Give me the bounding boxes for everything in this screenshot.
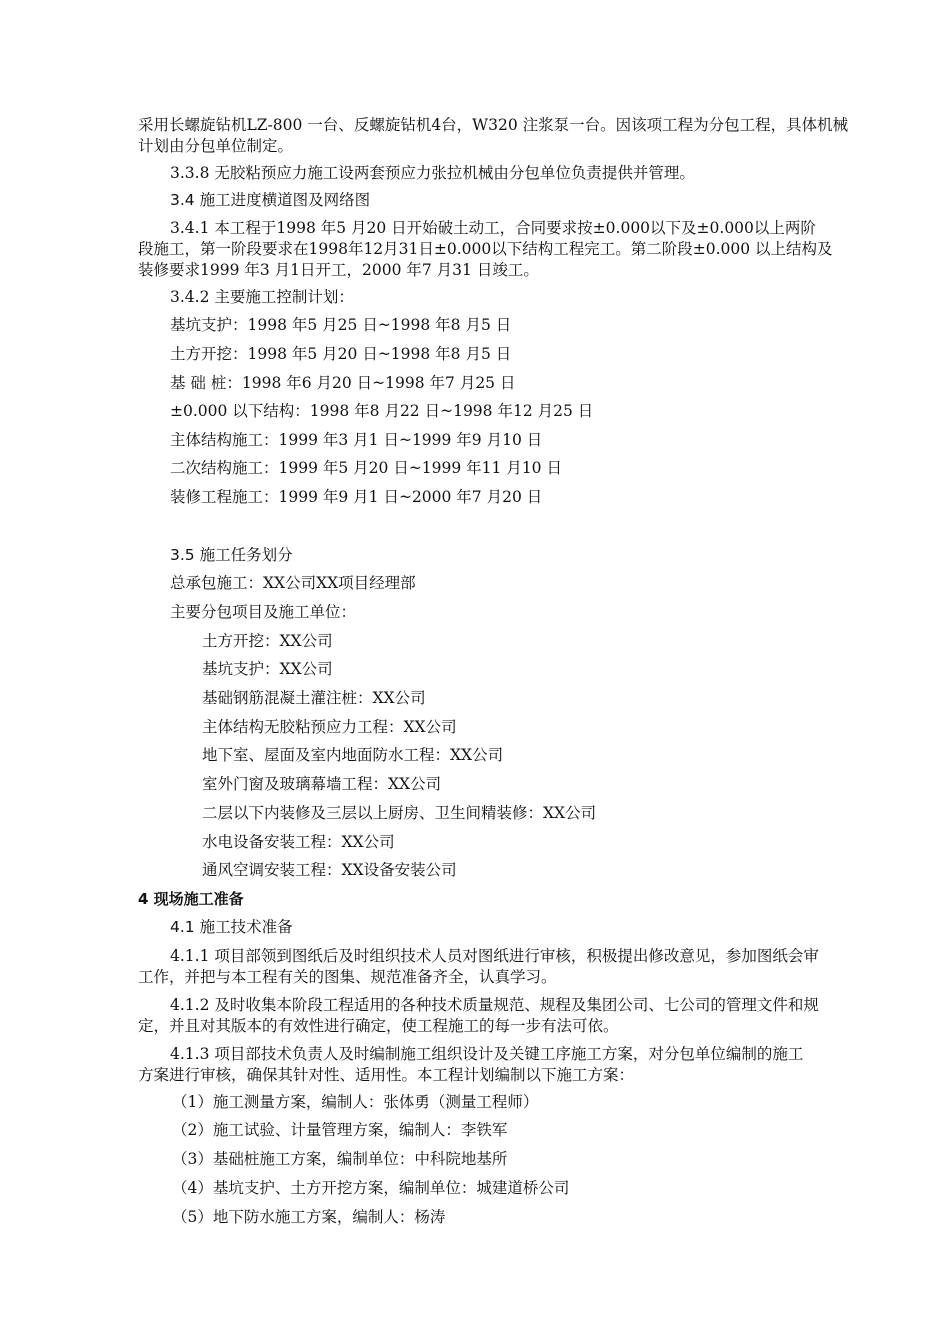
body-text-line: 段施工，第一阶段要求在1998年12月31日±0.000以下结构工程完工。第二阶段±0.000 以上结构及 xyxy=(138,240,833,258)
subcontract-item: 土方开挖：XX公司 xyxy=(202,632,333,650)
body-text-line: 装修要求1999 年3 月1日开工，2000 年7 月31 日竣工。 xyxy=(138,261,539,279)
subcontract-item: 基础钢筋混凝土灌注桩：XX公司 xyxy=(202,689,426,707)
section-heading-3-4: 3.4 施工进度横道图及网络图 xyxy=(170,191,371,209)
body-text-line: 4.1.1 项目部领到图纸后及时组织技术人员对图纸进行审核，积极提出修改意见，参加图纸会审 xyxy=(170,947,819,965)
body-text-line: 定，并且对其版本的有效性进行确定，使工程施工的每一步有法可依。 xyxy=(138,1017,619,1035)
body-text-line: 工作，并把与本工程有关的图集、规范准备齐全，认真学习。 xyxy=(138,968,557,986)
body-text-line: 3.3.8 无胶粘预应力施工设两套预应力张拉机械由分包单位负责提供并管理。 xyxy=(170,164,695,182)
body-text-line: 方案进行审核，确保其针对性、适用性。本工程计划编制以下施工方案： xyxy=(138,1066,635,1084)
schedule-item: 基 础 桩：1998 年6 月20 日~1998 年7 月25 日 xyxy=(170,374,516,392)
subcontract-item: 室外门窗及玻璃幕墙工程：XX公司 xyxy=(202,775,442,793)
subcontract-item: 主体结构无胶粘预应力工程：XX公司 xyxy=(202,718,457,736)
schedule-item: 土方开挖：1998 年5 月20 日~1998 年8 月5 日 xyxy=(170,345,512,363)
subcontract-item: 基坑支护：XX公司 xyxy=(202,660,333,678)
section-heading-3-5: 3.5 施工任务划分 xyxy=(170,546,293,564)
schedule-item: 装修工程施工：1999 年9 月1 日~2000 年7 月20 日 xyxy=(170,488,543,506)
body-text-line: 3.4.1 本工程于1998 年5 月20 日开始破土动工，合同要求按±0.000以下及±0.000以上两阶 xyxy=(170,219,816,237)
plan-item: （5）地下防水施工方案，编制人：杨涛 xyxy=(172,1208,446,1226)
schedule-item: 基坑支护：1998 年5 月25 日~1998 年8 月5 日 xyxy=(170,316,512,334)
plan-item: （1）施工测量方案，编制人：张体勇（测量工程师） xyxy=(172,1093,539,1111)
subcontract-item: 地下室、屋面及室内地面防水工程：XX公司 xyxy=(202,746,504,764)
schedule-item: ±0.000 以下结构：1998 年8 月22 日~1998 年12 月25 日 xyxy=(170,402,594,420)
schedule-item: 主体结构施工：1999 年3 月1 日~1999 年9 月10 日 xyxy=(170,431,543,449)
subcontract-item: 水电设备安装工程：XX公司 xyxy=(202,833,395,851)
body-text-line: 主要分包项目及施工单位： xyxy=(170,603,357,621)
plan-item: （4）基坑支护、土方开挖方案，编制单位：城建道桥公司 xyxy=(172,1179,570,1197)
body-text-line: 总承包施工：XX公司XX项目经理部 xyxy=(170,574,416,592)
schedule-item: 二次结构施工：1999 年5 月20 日~1999 年11 月10 日 xyxy=(170,459,562,477)
subcontract-item: 二层以下内装修及三层以上厨房、卫生间精装修：XX公司 xyxy=(202,804,597,822)
plan-item: （3）基础桩施工方案，编制单位：中科院地基所 xyxy=(172,1150,508,1168)
chapter-heading-4: 4 现场施工准备 xyxy=(138,890,244,908)
subcontract-item: 通风空调安装工程：XX设备安装公司 xyxy=(202,861,457,879)
body-text-line: 4.1.3 项目部技术负责人及时编制施工组织设计及关键工序施工方案，对分包单位编制的施工 xyxy=(170,1045,804,1063)
section-heading-4-1: 4.1 施工技术准备 xyxy=(170,918,293,936)
body-text-line: 4.1.2 及时收集本阶段工程适用的各种技术质量规范、规程及集团公司、七公司的管理文件和规 xyxy=(170,996,819,1014)
body-text-line: 采用长螺旋钻机LZ-800 一台、反螺旋钻机4台，W320 注浆泵一台。因该项工程为分包工程，具体机械 xyxy=(138,116,849,134)
body-text-line: 计划由分包单位制定。 xyxy=(138,137,294,155)
plan-item: （2）施工试验、计量管理方案，编制人：李铁军 xyxy=(172,1121,508,1139)
body-text-line: 3.4.2 主要施工控制计划： xyxy=(170,288,354,306)
